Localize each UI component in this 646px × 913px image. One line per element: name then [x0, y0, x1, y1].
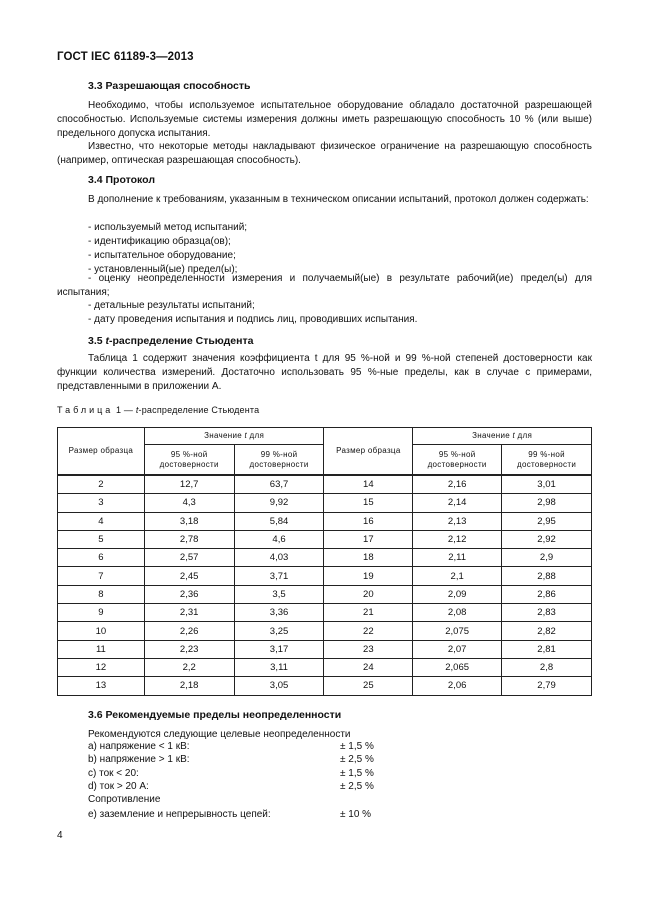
cell-95: 2,78 — [144, 530, 234, 548]
uncertainty-item-name: c) ток < 20: — [88, 768, 139, 779]
cell-99: 3,36 — [234, 604, 324, 622]
cell-99: 2,82 — [502, 622, 592, 640]
cell-99: 4,6 — [234, 530, 324, 548]
cell-99: 9,92 — [234, 494, 324, 512]
cell-95: 2,26 — [144, 622, 234, 640]
section-3-3-paragraph-2: Известно, что некоторые методы накладывают физическое ограничение на разрешающую способность (например, оптическая разрешающая способность). — [57, 141, 592, 167]
protocol-item: - установленный(ые) предел(ы); — [88, 264, 238, 275]
cell-sample-size: 18 — [324, 549, 413, 567]
cell-99: 2,83 — [502, 604, 592, 622]
section-3-5-title — [88, 335, 253, 347]
t-distribution-table — [57, 427, 592, 696]
header-95-left: 95 %-ной достоверности — [144, 445, 234, 476]
table-row — [58, 475, 592, 494]
cell-sample-size: 14 — [324, 475, 413, 494]
table-row — [58, 549, 592, 567]
cell-99: 2,81 — [502, 640, 592, 658]
uncertainty-item-value: ± 10 % — [340, 809, 372, 820]
cell-99: 2,88 — [502, 567, 592, 585]
protocol-item: - детальные результаты испытаний; — [88, 300, 255, 311]
table-caption-number: 1 — — [113, 405, 136, 415]
header-value-group-left — [144, 428, 324, 445]
cell-sample-size: 11 — [58, 640, 145, 658]
section-3-5-number: 3.5 — [88, 335, 106, 347]
cell-sample-size: 23 — [324, 640, 413, 658]
cell-99: 2,92 — [502, 530, 592, 548]
cell-sample-size: 20 — [324, 585, 413, 603]
header-group-suffix: для — [515, 431, 533, 440]
cell-99: 3,01 — [502, 475, 592, 494]
uncertainty-item-name: d) ток > 20 А: — [88, 781, 149, 792]
uncertainty-item-name: а) напряжение < 1 кВ: — [88, 741, 190, 752]
page-number: 4 — [57, 830, 63, 841]
table-caption-rest: -распределение Стьюдента — [138, 405, 260, 415]
uncertainty-item-name: b) напряжение > 1 кВ: — [88, 754, 190, 765]
cell-95: 2,13 — [413, 512, 502, 530]
section-3-3-title: 3.3 Разрешающая способность — [88, 80, 251, 92]
header-group-prefix: Значение — [472, 431, 513, 440]
cell-sample-size: 15 — [324, 494, 413, 512]
cell-sample-size: 12 — [58, 658, 145, 676]
section-3-4-title: 3.4 Протокол — [88, 174, 155, 186]
protocol-item: - испытательное оборудование; — [88, 250, 236, 261]
cell-sample-size: 16 — [324, 512, 413, 530]
uncertainty-item-value: ± 1,5 % — [340, 741, 374, 752]
table-body — [58, 475, 592, 695]
header-99-left: 99 %-ной достоверности — [234, 445, 324, 476]
cell-95: 2,09 — [413, 585, 502, 603]
section-3-3-paragraph-1: Необходимо, чтобы используемое испытательное оборудование обладало достаточной разрешающей способностью. Используемые системы измерения должны иметь разрешающую способность 10 % (или выше) предельного допуска испытания. — [57, 100, 592, 140]
header-group-t: t — [512, 431, 516, 440]
cell-95: 2,2 — [144, 658, 234, 676]
cell-99: 3,17 — [234, 640, 324, 658]
section-3-6-intro: Рекомендуются следующие целевые неопределенности — [88, 729, 351, 740]
cell-sample-size: 24 — [324, 658, 413, 676]
cell-95: 3,18 — [144, 512, 234, 530]
cell-95: 12,7 — [144, 475, 234, 494]
cell-95: 2,36 — [144, 585, 234, 603]
section-3-4-intro: В дополнение к требованиям, указанным в техническом описании испытаний, протокол должен содержать: — [88, 194, 589, 205]
section-3-5-paragraph: Таблица 1 содержит значения коэффициента t для 95 %-ной и 99 %-ной степеней достоверности как функции количества измерений. Достаточно использовать 95 %-ные пределы, как в случае с примерами, представленными в приложении А. — [57, 353, 592, 393]
cell-95: 2,11 — [413, 549, 502, 567]
protocol-item: - оценку неопределенности измерения и получаемый(ые) в результате рабочий(ие) предел(ы) для испытания; — [57, 273, 592, 299]
cell-99: 2,9 — [502, 549, 592, 567]
cell-95: 4,3 — [144, 494, 234, 512]
header-group-suffix: для — [247, 431, 265, 440]
cell-99: 2,86 — [502, 585, 592, 603]
table-row — [58, 494, 592, 512]
cell-sample-size: 2 — [58, 475, 145, 494]
protocol-item: - используемый метод испытаний; — [88, 222, 248, 233]
cell-sample-size: 7 — [58, 567, 145, 585]
header-group-prefix: Значение — [204, 431, 245, 440]
cell-sample-size: 19 — [324, 567, 413, 585]
cell-99: 3,25 — [234, 622, 324, 640]
cell-95: 2,57 — [144, 549, 234, 567]
protocol-item: - идентификацию образца(ов); — [88, 236, 231, 247]
table-row — [58, 622, 592, 640]
cell-95: 2,075 — [413, 622, 502, 640]
cell-99: 63,7 — [234, 475, 324, 494]
cell-sample-size: 17 — [324, 530, 413, 548]
table-row — [58, 530, 592, 548]
cell-95: 2,16 — [413, 475, 502, 494]
cell-sample-size: 25 — [324, 677, 413, 695]
cell-sample-size: 9 — [58, 604, 145, 622]
section-3-5-t: t — [105, 335, 110, 347]
table-row — [58, 512, 592, 530]
cell-99: 3,05 — [234, 677, 324, 695]
table-caption — [57, 405, 259, 415]
cell-95: 2,08 — [413, 604, 502, 622]
cell-95: 2,23 — [144, 640, 234, 658]
cell-95: 2,18 — [144, 677, 234, 695]
cell-sample-size: 5 — [58, 530, 145, 548]
header-sample-size-left: Размер образца — [58, 428, 145, 476]
header-95-right: 95 %-ной достоверности — [413, 445, 502, 476]
section-3-5-title-rest: -распределение Стьюдента — [109, 335, 254, 347]
table-row — [58, 658, 592, 676]
table-row — [58, 677, 592, 695]
resistance-label: Сопротивление — [88, 794, 161, 805]
table-caption-prefix: Таблица — [57, 405, 114, 415]
cell-95: 2,07 — [413, 640, 502, 658]
section-3-6-title: 3.6 Рекомендуемые пределы неопределенности — [88, 709, 342, 721]
cell-99: 2,79 — [502, 677, 592, 695]
table-caption-t: t — [135, 405, 139, 415]
cell-sample-size: 10 — [58, 622, 145, 640]
header-group-t: t — [244, 431, 248, 440]
header-sample-size-right: Размер образца — [324, 428, 413, 476]
protocol-item: - дату проведения испытания и подпись лиц, проводивших испытания. — [88, 314, 418, 325]
table-row — [58, 640, 592, 658]
cell-sample-size: 21 — [324, 604, 413, 622]
document-header: ГОСТ IEC 61189-3—2013 — [57, 51, 194, 63]
cell-95: 2,1 — [413, 567, 502, 585]
cell-95: 2,45 — [144, 567, 234, 585]
cell-sample-size: 22 — [324, 622, 413, 640]
cell-sample-size: 8 — [58, 585, 145, 603]
cell-99: 2,8 — [502, 658, 592, 676]
cell-99: 4,03 — [234, 549, 324, 567]
cell-99: 5,84 — [234, 512, 324, 530]
cell-99: 3,11 — [234, 658, 324, 676]
cell-95: 2,065 — [413, 658, 502, 676]
table-row — [58, 604, 592, 622]
uncertainty-item-value: ± 2,5 % — [340, 754, 374, 765]
cell-95: 2,14 — [413, 494, 502, 512]
table-row — [58, 567, 592, 585]
uncertainty-item-name: e) заземление и непрерывность цепей: — [88, 809, 271, 820]
cell-sample-size: 13 — [58, 677, 145, 695]
cell-99: 2,98 — [502, 494, 592, 512]
header-99-right: 99 %-ной достоверности — [502, 445, 592, 476]
cell-sample-size: 6 — [58, 549, 145, 567]
uncertainty-item-value: ± 1,5 % — [340, 768, 374, 779]
cell-99: 2,95 — [502, 512, 592, 530]
cell-95: 2,12 — [413, 530, 502, 548]
cell-sample-size: 3 — [58, 494, 145, 512]
cell-95: 2,31 — [144, 604, 234, 622]
cell-sample-size: 4 — [58, 512, 145, 530]
cell-99: 3,71 — [234, 567, 324, 585]
uncertainty-item-value: ± 2,5 % — [340, 781, 374, 792]
table-row — [58, 585, 592, 603]
cell-95: 2,06 — [413, 677, 502, 695]
cell-99: 3,5 — [234, 585, 324, 603]
header-value-group-right — [413, 428, 592, 445]
